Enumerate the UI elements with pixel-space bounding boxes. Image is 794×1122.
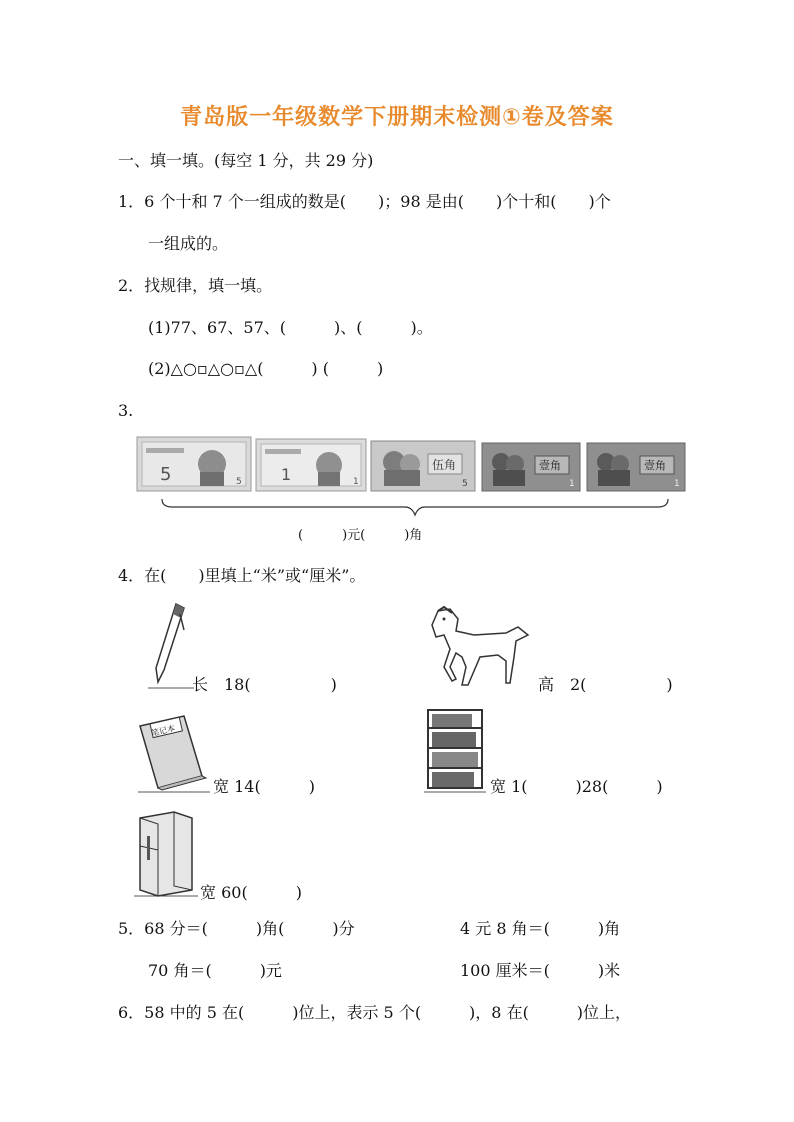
brace: [160, 497, 670, 517]
question-5-d: 100 厘米＝( )米: [460, 961, 621, 980]
question-5-b: 4 元 8 角＝( )角: [460, 919, 621, 938]
bookshelf-picture: [422, 706, 488, 796]
banknote-corner: 5: [236, 477, 242, 487]
banknote-5-jiao: [370, 440, 476, 492]
banknote-1-jiao-second: [586, 442, 686, 492]
banknote-corner: 1: [674, 479, 680, 489]
banknote-corner: 1: [353, 477, 359, 487]
pen-picture: [146, 600, 196, 692]
horse-picture: [422, 605, 532, 689]
notebook-width-text: 宽 14( ): [213, 777, 315, 796]
question-3-heading: 3.: [118, 401, 134, 420]
banknote-label: 壹角: [539, 459, 561, 472]
fridge-width-text: 宽 60( ): [200, 883, 302, 902]
section-heading: 一、填一填。(每空 1 分，共 29 分): [118, 151, 374, 170]
banknote-digit: 5: [160, 464, 172, 485]
question-5-a: 5．68 分＝( )角( )分: [118, 919, 355, 938]
question-1-line-1: 1．6 个十和 7 个一组成的数是( )；98 是由( )个十和( )个: [118, 192, 611, 211]
banknote-corner: 1: [569, 479, 575, 489]
bookshelf-width-text: 宽 1( )28( ): [490, 777, 663, 796]
question-2-sub-2: (2)△○▫△○▫△( ) ( ): [148, 359, 384, 378]
question-2-heading: 2．找规律，填一填。: [118, 276, 273, 295]
banknote-label: 壹角: [644, 459, 666, 472]
question-3-answer: ( )元( )角: [298, 528, 423, 543]
question-5-c: 70 角＝( )元: [148, 961, 282, 980]
question-6-line-1: 6．58 中的 5 在( )位上，表示 5 个( )，8 在( )位上，: [118, 1003, 632, 1022]
page-title: 青岛版一年级数学下册期末检测①卷及答案: [180, 105, 614, 130]
banknote-1-jiao: [481, 442, 581, 492]
fridge-picture: [132, 808, 200, 900]
question-1-line-2: 一组成的。: [148, 234, 229, 253]
question-2-sub-1: (1)77、67、57、( )、( )。: [148, 318, 433, 337]
horse-height-text: 高 2( ): [538, 675, 673, 694]
banknote-5-yuan: [136, 436, 252, 492]
banknote-digit: 1: [281, 465, 292, 484]
notebook-picture: [136, 712, 212, 796]
banknote-label: 伍角: [432, 458, 457, 472]
banknote-1-yuan: [255, 438, 367, 492]
pen-length-text: 长 18( ): [192, 675, 337, 694]
banknote-corner: 5: [462, 479, 468, 489]
question-4-heading: 4．在( )里填上“米”或“厘米”。: [118, 566, 366, 585]
notebook-cover-text: 笔记本: [150, 723, 176, 738]
